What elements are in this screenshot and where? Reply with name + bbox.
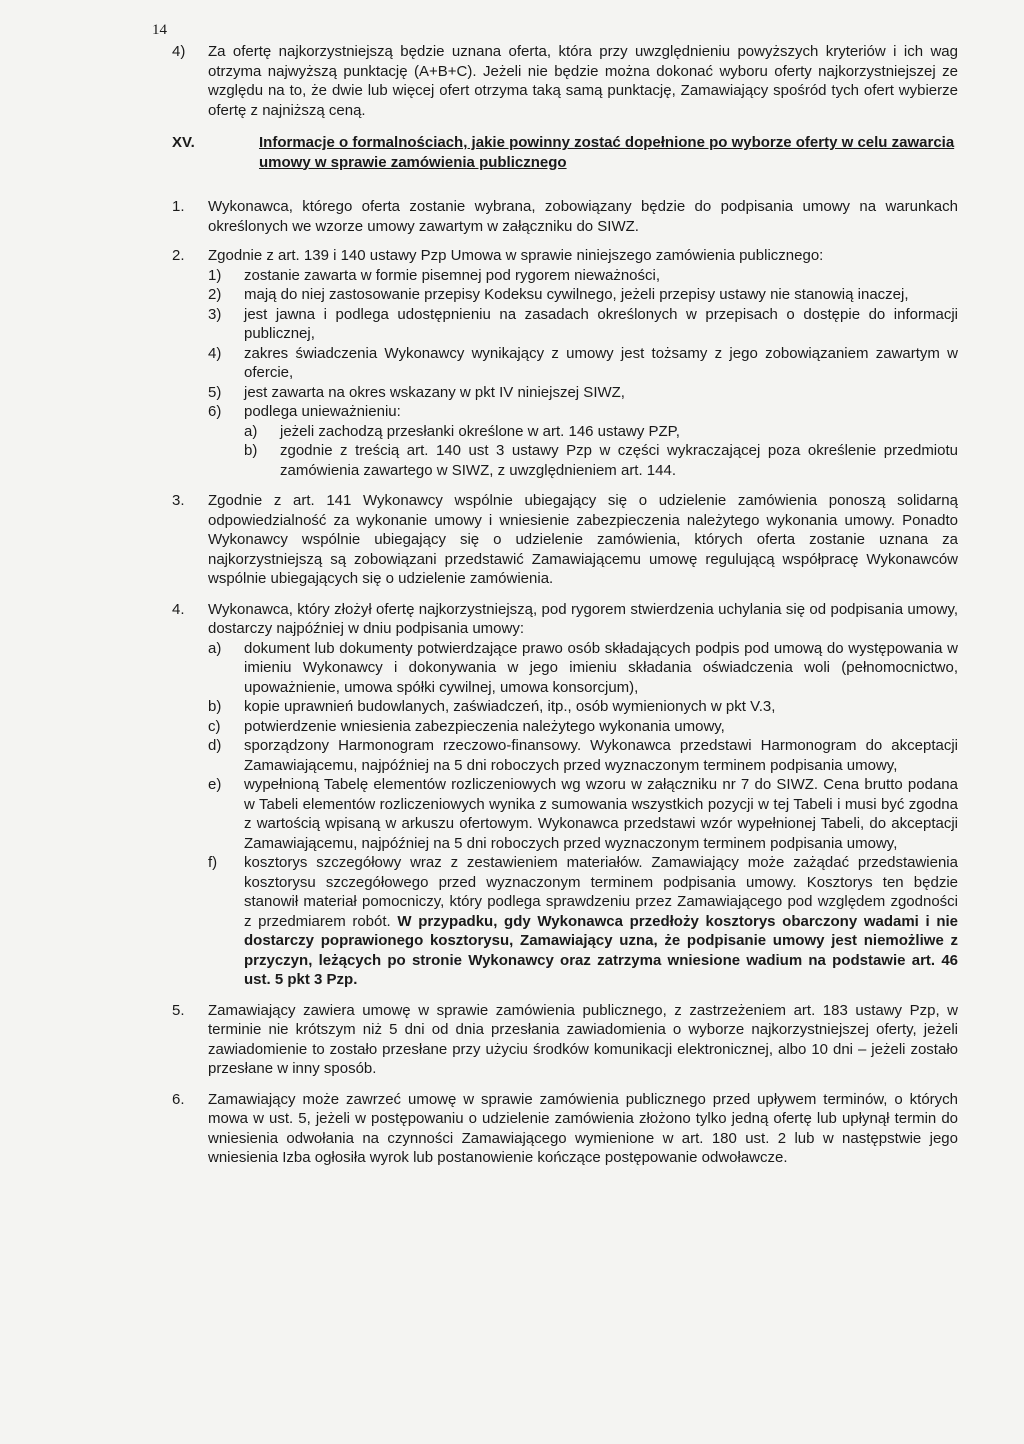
list-item-5 — [172, 1001, 958, 1079]
sub-item-text: kopie uprawnień budowlanych, zaświadczeń, itp., osób wymienionych w pkt V.3, — [244, 698, 776, 715]
list-item-4 — [172, 600, 959, 990]
sub-item — [208, 344, 958, 383]
item-text: Wykonawca, który złożył ofertę najkorzystniejszą, pod rygorem stwierdzenia uchylania się od podpisania umowy, dostarczy najpóźniej w dniu podpisania umowy: — [208, 600, 958, 637]
list-item-2 — [172, 246, 958, 480]
sub-item-letter: f) — [208, 854, 218, 871]
sub-sub-item-letter: a) — [244, 422, 258, 440]
item-text: Zamawiający zawiera umowę w sprawie zamówienia publicznego, z zastrzeżeniem art. 183 ustawy Pzp, w terminie nie krótszym niż 5 dni od dnia przesłania zawiadomienia o wyborze najkorzystniejszej oferty, jeżeli zawiadomienie to zostało przesłane przy użyciu środków komunikacji elektronicznej, albo 10 dni – jeżeli zostało przesłane w inny sposób. — [208, 1001, 958, 1077]
sub-item-text: dokument lub dokumenty potwierdzające prawo osób składających podpis pod umową do występowania w imieniu Wykonawcy i dokonywania w jego imieniu składania oświadczenia woli (pełnomocnictwo, upoważnienie, umowa spółki cywilnej, umowa konsorcjum), — [244, 639, 958, 696]
sub-item-letter: b) — [208, 698, 222, 715]
sub-item-letter: e) — [208, 776, 222, 793]
item-number: 3. — [172, 492, 185, 509]
sub-item-text: zostanie zawarta w formie pisemnej pod rygorem nieważności, — [244, 266, 661, 284]
sub-item-text: sporządzony Harmonogram rzeczowo-finansowy. Wykonawca przedstawi Harmonogram do akceptacji Zamawiającemu, najpóźniej na 5 dni roboczych przed wyznaczonym terminem podpisania umowy, — [244, 737, 958, 774]
sub-item — [208, 775, 958, 853]
page-content — [172, 42, 958, 1168]
sub-item — [208, 402, 958, 480]
sub-item-number: 5) — [208, 383, 222, 401]
sub-sub-item — [244, 441, 958, 480]
section-heading — [172, 133, 958, 172]
sub-item — [208, 697, 958, 717]
sub-item-text: wypełnioną Tabelę elementów rozliczeniowych wg wzoru w załączniku nr 7 do SIWZ. Cena brutto podana w Tabeli elementów rozliczeniowych wynika z sumowania wszystkich pozycji w tej Tabeli i musi być zgodna z wartością wpisaną w arkuszu ofertowym. Wykonawca przedstawi wzór wypełnionej Tabeli, do akceptacji Zamawiającemu, najpóźniej na 5 dni roboczych przed wyznaczonym terminem podpisania umowy, — [244, 776, 958, 852]
sub-item-text: jest zawarta na okres wskazany w pkt IV niniejszej SIWZ, — [244, 383, 625, 401]
item-number: 5. — [172, 1001, 185, 1019]
item-text: Zgodnie z art. 139 i 140 ustawy Pzp Umowa w sprawie niniejszego zamówienia publicznego: — [208, 247, 824, 264]
sub-item — [208, 383, 958, 403]
sub-item-text: mają do niej zastosowanie przepisy Kodeksu cywilnego, jeżeli przepisy ustawy nie stanowią inaczej, — [244, 286, 909, 303]
item-number: 6. — [172, 1090, 185, 1108]
sub-sub-item — [244, 422, 958, 442]
sub-item-number: 4) — [208, 344, 222, 362]
sub-item-letter: a) — [208, 639, 222, 657]
sub-item-letter: c) — [208, 717, 221, 735]
sub-item-letter: d) — [208, 737, 222, 754]
sub-item-text: podlega unieważnieniu: — [244, 403, 401, 420]
intro-list-item — [172, 42, 958, 120]
sub-item — [208, 717, 958, 737]
section-number: XV. — [172, 134, 195, 151]
item-text: Zamawiający może zawrzeć umowę w sprawie zamówienia publicznego przed upływem terminów, o których mowa w ust. 5, jeżeli w postępowaniu o udzielenie zamówienia złożono tylko jedną ofertę lub upłynął termin do wniesienia odwołania na czynności Zamawiającego wymienione w art. 180 ust. 2 lub w następstwie jego wniesienia Izba ogłosiła wyrok lub postanowienie kończące postępowanie odwoławcze. — [208, 1090, 958, 1166]
sub-item-text: potwierdzenie wniesienia zabezpieczenia należytego wykonania umowy, — [244, 717, 725, 735]
item-text: Za ofertę najkorzystniejszą będzie uznana oferta, która przy uwzględnieniu powyższych kryteriów i ich wag otrzyma najwyższą punktację (A+B+C). Jeżeli nie będzie można dokonać wyboru oferty najkorzystniejszej ze względu na to, że dwie lub więcej ofert otrzyma taką samą punktację, Zamawiający spośród tych ofert wybierze ofertę z najniższą ceną. — [208, 43, 958, 119]
section-title: Informacje o formalnościach, jakie powinny zostać dopełnione po wyborze oferty w celu zawarcia umowy w sprawie zamówienia publicznego — [259, 134, 955, 171]
sub-item-text: jest jawna i podlega udostępnieniu na zasadach określonych w przepisach o dostępie do informacji publicznej, — [244, 305, 958, 342]
sub-item — [208, 285, 958, 305]
sub-item — [208, 736, 958, 775]
sub-item-text-bold: W przypadku, gdy Wykonawca przedłoży kosztorys obarczony wadami i nie dostarczy poprawionego kosztorysu, Zamawiający uzna, że podpisanie umowy jest niemożliwe z przyczyn, leżących po stronie Wykonawcy oraz zatrzyma wniesione wadium na podstawie art. 46 ust. 5 pkt 3 Pzp. — [244, 912, 959, 988]
list-item-1 — [172, 197, 958, 236]
sub-item-number: 2) — [208, 286, 222, 303]
item-number: 4) — [172, 43, 186, 60]
sub-sub-item-text: jeżeli zachodzą przesłanki określone w art. 146 ustawy PZP, — [280, 422, 680, 440]
sub-item-text — [244, 853, 958, 990]
item-number: 1. — [172, 198, 185, 215]
sub-item-number: 1) — [208, 266, 222, 284]
sub-item-number: 3) — [208, 305, 222, 323]
item-number: 4. — [172, 600, 185, 618]
sub-sub-item-letter: b) — [244, 442, 258, 459]
item-number: 2. — [172, 247, 185, 264]
sub-sub-item-text: zgodnie z treścią art. 140 ust 3 ustawy Pzp w części wykraczającej poza określenie przedmiotu zamówienia zawartego w SIWZ, z uwzględnieniem art. 144. — [280, 442, 958, 479]
list-item-6 — [172, 1090, 958, 1168]
list-item-3 — [172, 491, 958, 589]
sub-item-text: zakres świadczenia Wykonawcy wynikający z umowy jest tożsamy z jego zobowiązaniem zawartym w ofercie, — [244, 344, 958, 381]
item-text: Wykonawca, którego oferta zostanie wybrana, zobowiązany będzie do podpisania umowy na warunkach określonych we wzorze umowy zawartym w załączniku do SIWZ. — [208, 198, 958, 235]
item-text: Zgodnie z art. 141 Wykonawcy wspólnie ubiegający się o udzielenie zamówienia ponoszą solidarną odpowiedzialność za wykonanie umowy i wniesienie zabezpieczenia należytego wykonania umowy. Ponadto Wykonawcy wspólnie ubiegający się o udzielenie zamówienia, których oferta zostanie uznana za najkorzystniejszą są zobowiązani przedstawić Zamawiającemu umowę regulującą współpracę Wykonawców wspólnie ubiegających się o udzielenie zamówienia. — [208, 492, 958, 587]
sub-item — [208, 639, 958, 698]
page-number: 14 — [152, 22, 167, 38]
sub-item — [208, 266, 958, 286]
sub-item-number: 6) — [208, 403, 222, 420]
sub-item — [208, 305, 958, 344]
sub-item-text-regular: kosztorys szczegółowy wraz z zestawieniem materiałów. Zamawiający może zażądać przedstawienia kosztorysu szczegółowego przed wyznaczonym terminem podpisania umowy. Kosztorys ten będzie stanowił materiał pomocniczy, który podlega sprawdzeniu przez Zamawiającego pod względem zgodności z przedmiarem robót. — [244, 854, 958, 930]
sub-item — [208, 853, 959, 990]
